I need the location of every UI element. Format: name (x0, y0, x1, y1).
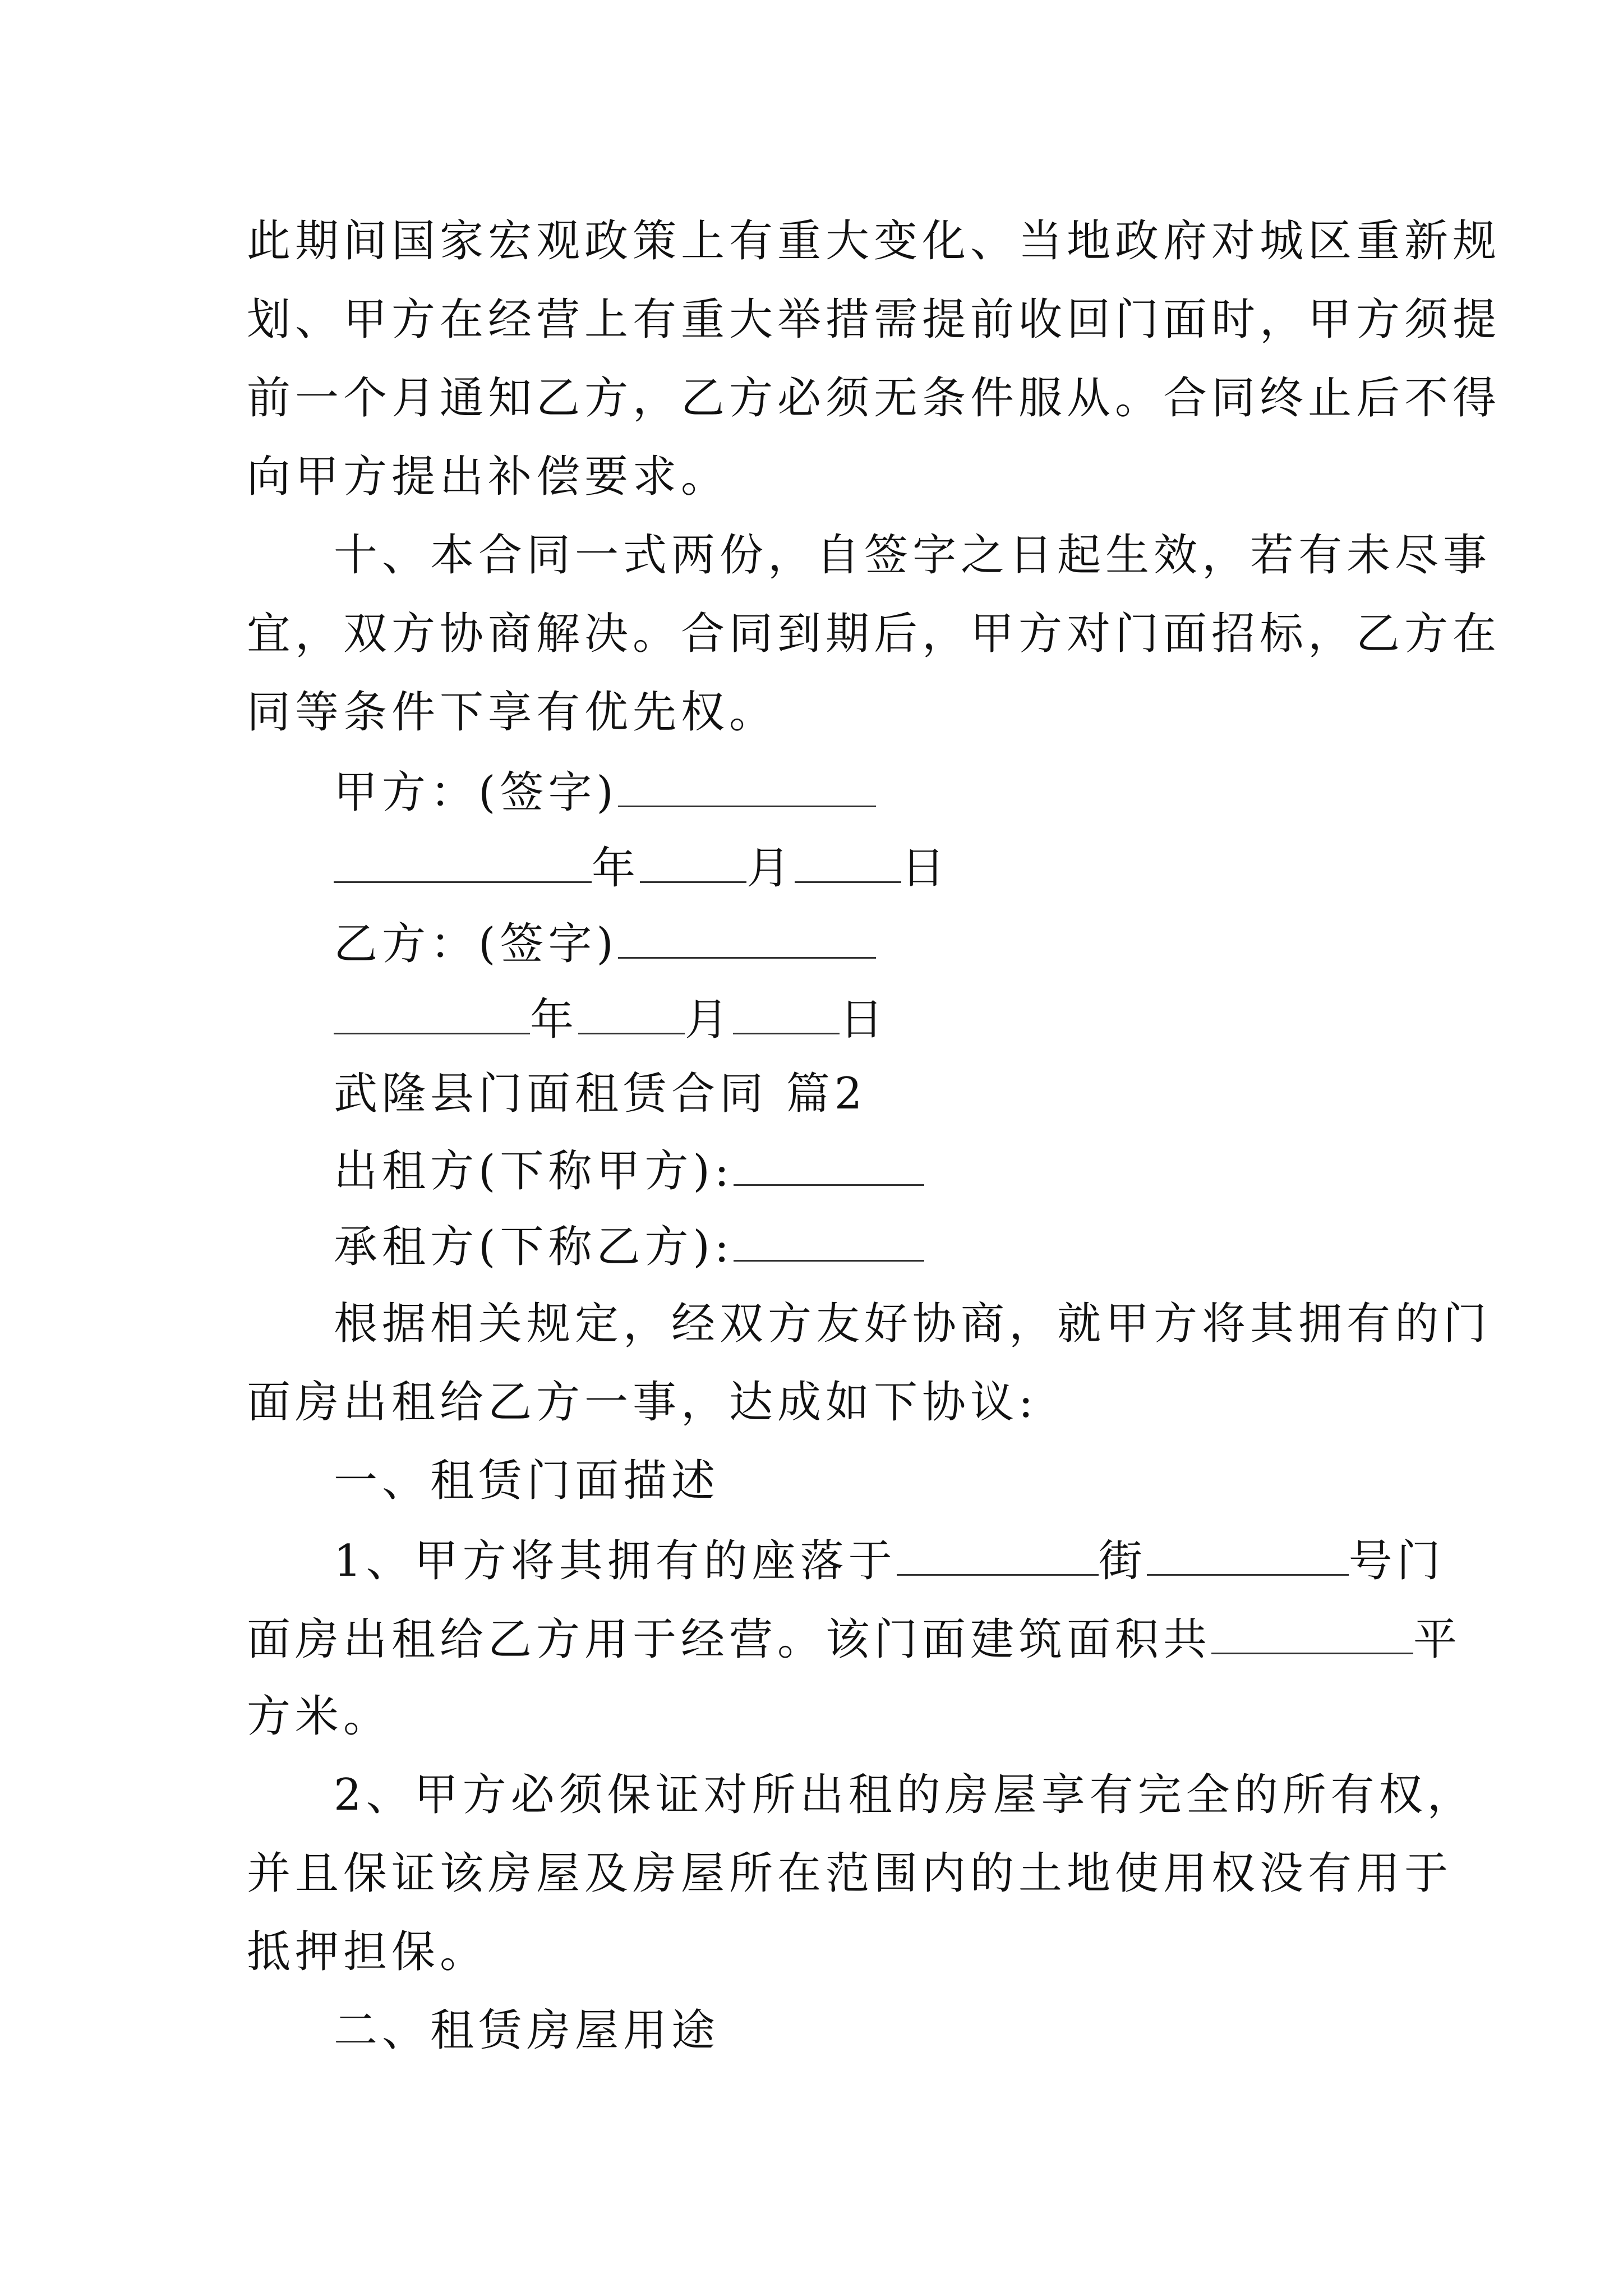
item-1-street-blank (897, 1520, 1099, 1576)
paragraph-1-line-3: 前一个月通知乙方，乙方必须无条件服从。合同终止后不得 (247, 373, 1501, 424)
signature-a-row (334, 752, 1391, 830)
paragraph-3-line-1: 根据相关规定，经双方友好协商，就甲方将其拥有的门 (334, 1299, 1492, 1349)
signature-a-label: 甲方：(签字) (334, 767, 618, 818)
paragraph-1-line-2: 划、甲方在经营上有重大举措需提前收回门面时，甲方须提 (247, 295, 1501, 345)
signature-a-month: 月 (746, 843, 795, 894)
item-2-line-1: 2、甲方必须保证对所出租的房屋享有完全的所有权， (334, 1770, 1476, 1820)
paragraph-2-line-3: 同等条件下享有优先权。 (247, 687, 778, 738)
signature-b-month: 月 (685, 995, 734, 1045)
lessee-label: 承租方(下称乙方): (334, 1222, 734, 1272)
signature-b-year: 年 (530, 995, 579, 1045)
item-1-part-2: 街 (1098, 1536, 1147, 1586)
signature-b-day: 日 (840, 995, 888, 1045)
contract-title: 武隆县门面租赁合同 篇2 (334, 1069, 867, 1119)
lessor-row (334, 1130, 1391, 1209)
item-2-line-3: 抵押担保。 (247, 1927, 488, 1977)
item-1-line-1 (334, 1520, 1445, 1599)
paragraph-2-line-2: 宜，双方协商解决。合同到期后，甲方对门面招标，乙方在 (247, 609, 1501, 659)
signature-b-blank (618, 903, 876, 959)
signature-b-year-blank (334, 979, 530, 1034)
signature-b-date-row (334, 979, 1391, 1057)
paragraph-3-line-2: 面房出租给乙方一事，达成如下协议: (247, 1377, 1038, 1428)
signature-b-month-blank (578, 979, 685, 1034)
item-1-line-2-part-2: 平 (1413, 1614, 1462, 1665)
item-1-number-blank (1147, 1520, 1349, 1576)
section-2-heading: 二、租赁房屋用途 (334, 2005, 720, 2056)
signature-b-day-blank (733, 979, 840, 1034)
signature-b-label: 乙方：(签字) (334, 919, 618, 969)
signature-a-year-blank (334, 827, 592, 883)
item-1-line-3: 方米。 (247, 1691, 392, 1742)
item-1-line-2-part-1: 面房出租给乙方用于经营。该门面建筑面积共 (247, 1614, 1212, 1665)
item-1-area-blank (1211, 1599, 1413, 1654)
signature-b-row (334, 903, 1391, 982)
paragraph-1-line-4: 向甲方提出补偿要求。 (247, 452, 730, 502)
item-2-line-2: 并且保证该房屋及房屋所在范围内的土地使用权没有用于 (247, 1848, 1453, 1899)
item-1-part-3: 号门 (1348, 1536, 1445, 1586)
signature-a-date-row (334, 827, 1391, 906)
signature-a-month-blank (640, 827, 746, 883)
lessee-row (334, 1206, 1391, 1285)
section-1-heading: 一、租赁门面描述 (334, 1456, 720, 1506)
paragraph-1-line-1: 此期间国家宏观政策上有重大变化、当地政府对城区重新规 (247, 216, 1501, 266)
paragraph-2-line-1: 十、本合同一式两份，自签字之日起生效，若有未尽事 (334, 530, 1492, 581)
lessor-label: 出租方(下称甲方): (334, 1146, 734, 1197)
item-1-part-1: 1、甲方将其拥有的座落于 (334, 1536, 897, 1586)
item-1-line-2 (247, 1599, 1462, 1677)
lessee-blank (734, 1206, 924, 1262)
signature-a-day: 日 (901, 843, 950, 894)
signature-a-blank (618, 752, 876, 807)
signature-a-year: 年 (592, 843, 640, 894)
lessor-blank (734, 1130, 924, 1186)
signature-a-day-blank (795, 827, 901, 883)
